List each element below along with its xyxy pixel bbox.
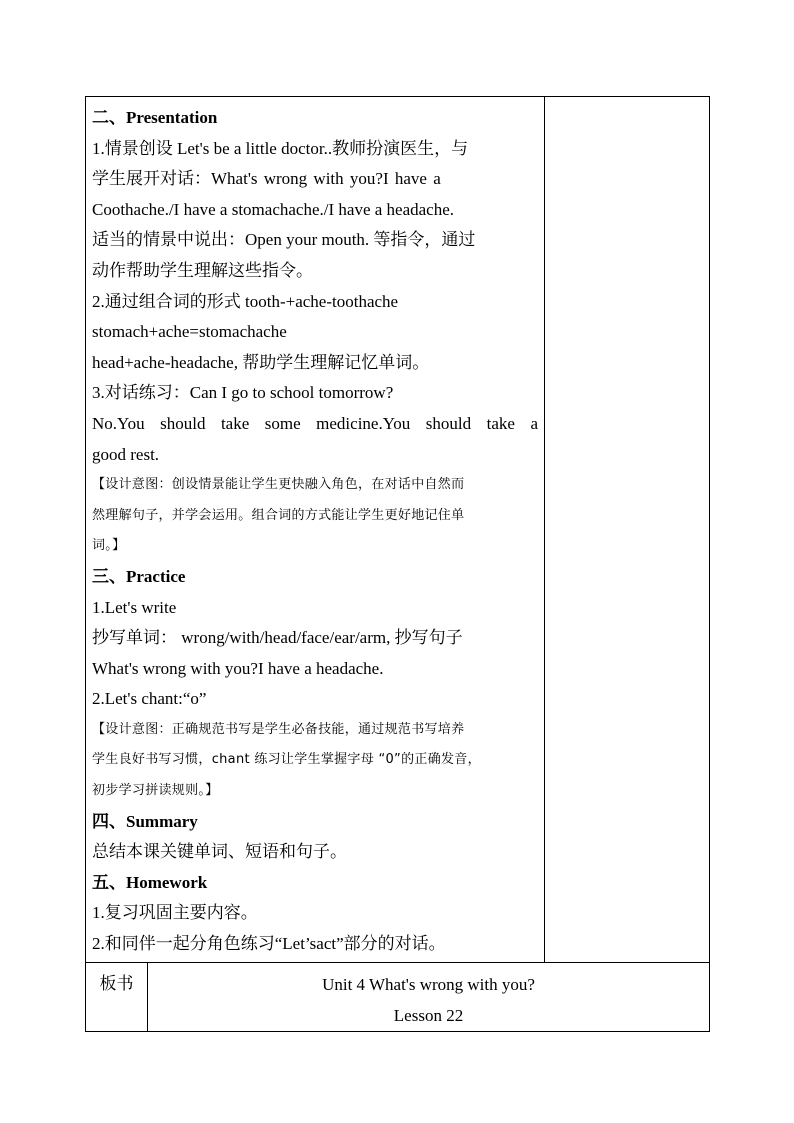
presentation-line: 学生展开对话：What's wrong with you?I have a [92,169,441,189]
practice-line: 抄写单词： wrong/with/head/face/ear/arm, 抄写句子 [92,628,463,648]
presentation-line: Coothache./I have a stomachache./I have a headache. [92,199,455,219]
presentation-line: 2.通过组合词的形式 tooth-+ache-toothache [92,291,399,311]
teaching-process-cell [86,97,545,963]
board-label: 板书 [86,962,148,1031]
practice-heading: 三、Practice [92,566,186,586]
board-lesson: Lesson 22 [393,1005,464,1025]
presentation-line: 动作帮助学生理解这些指令。 [92,260,313,280]
practice-line: 2.Let's chant:“o” [92,689,207,709]
presentation-line: 适当的情景中说出：Open your mouth. 等指令，通过 [92,230,476,250]
homework-heading: 五、Homework [92,872,208,892]
design-intent-note: 然理解句子，并学会运用。组合词的方式能让学生更好地记住单 [92,507,465,523]
summary-heading: 四、Summary [92,811,198,831]
board-content [148,962,710,1031]
design-intent-note: 初步学习拼读规则。】 [92,783,219,799]
homework-line: 1.复习巩固主要内容。 [92,903,258,923]
presentation-line: stomach+ache=stomachache [92,322,287,342]
summary-line: 总结本课关键单词、短语和句子。 [92,842,347,862]
design-intent-note: 【设计意图：创设情景能让学生更快融入角色，在对话中自然而 [92,477,465,493]
practice-line: 1.Let's write [92,597,177,617]
lesson-plan-table [85,96,710,1032]
presentation-heading: 二、Presentation [92,108,218,127]
presentation-line: 1.情景创设 Let's be a little doctor..教师扮演医生，与 [92,138,469,158]
design-intent-note: 【设计意图：正确规范书写是学生必备技能，通过规范书写培养 [92,721,465,737]
design-intent-note: 学生良好书写习惯，chant 练习让学生掌握字母 “0”的正确发音， [92,752,481,768]
board-row [86,962,710,1031]
presentation-line: good rest. [92,444,160,464]
presentation-line: No.You should take some medicine.You should take a [92,413,538,433]
presentation-line: head+ache-headache, 帮助学生理解记忆单词。 [92,352,430,372]
practice-line: What's wrong with you?I have a headache. [92,658,384,678]
presentation-line: 3.对话练习：Can I go to school tomorrow? [92,383,394,403]
board-unit-title: Unit 4 What's wrong with you? [322,974,535,994]
homework-line: 2.和同伴一起分角色练习“Let’sact”部分的对话。 [92,934,446,954]
design-intent-note: 词。】 [92,538,126,554]
teaching-process-row [86,97,710,963]
notes-cell [545,97,710,963]
